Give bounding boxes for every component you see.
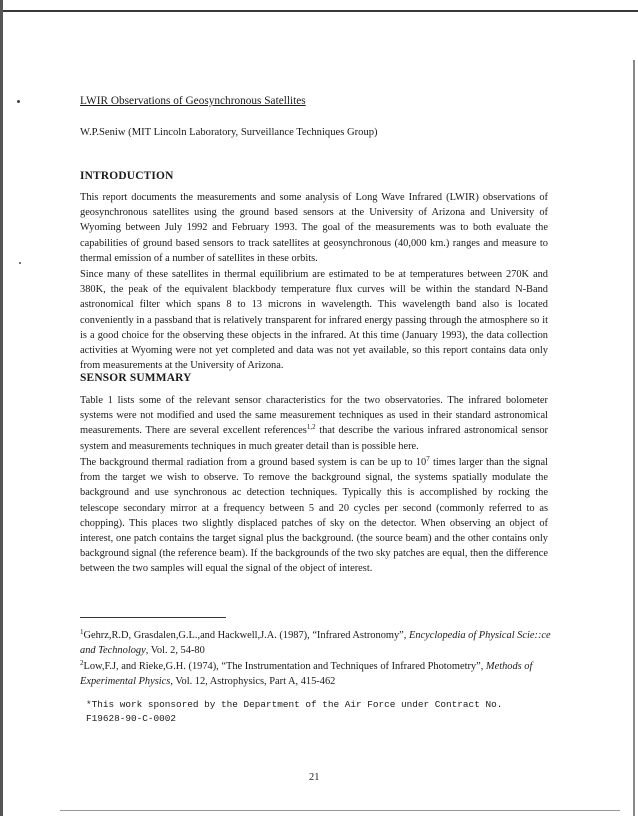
intro-paragraph-1: This report documents the measurements and some analysis of Long Wave Infrared (LWIR) observations of geosynchronous satellites using the ground based sensors at the University of Arizona and University of Wyoming between July 1992 and February 1993. The goal of the measurements was to both evaluate the capabilities of ground based sensors to track satellites at geosynchronous (40,000 km.) ranges and measure to thermal emission of a number of satellites in these orbits. [80,192,548,264]
page-number: 21 [309,772,320,783]
document-title: LWIR Observations of Geosynchronous Satellites [80,95,306,107]
footnote-divider [80,617,226,618]
intro-paragraph-2: Since many of these satellites in thermal equilibrium are estimated to be at temperatures between 270K and 380K, the peak of the equivalent blackbody temperature flux curves will be within the standard N-Band astronomical filter which spans 8 to 13 microns in wavelength. This wavelength band also is located conveniently in a passband that is relatively transparent for infrared energy passing through the atmosphere so it is a good choice for the observing these objects in the infrared. At this time (January 1993), the data collection activities at Wyoming were not yet completed and data was not yet available, so this report contains data only from measurements at the University of Arizona. [80,269,548,372]
scan-border-bottom [60,810,620,811]
exponent-superscript: 7 [426,455,430,463]
section-heading-sensor-summary: SENSOR SUMMARY [80,372,192,384]
scan-border-top [0,10,638,12]
scan-border-left [0,0,3,816]
author-line: W.P.Seniw (MIT Lincoln Laboratory, Surveillance Techniques Group) [80,127,378,138]
reference-superscript: 1,2 [306,423,316,432]
sensor-paragraph-1: Table 1 lists some of the relevant sensor characteristics for the two observatories. The infrared bolometer systems were not modified and used the same measurement techniques as used in their standard astronomical measurements. There are several excellent references$^{1,2}$ that describe the various infrared astronomical sensor system and measurements techniques in much greater detail than is possible here. [80,395,549,452]
scan-speck [19,262,21,264]
footnote-2: $^2$Low,F.J, and Rieke,G.H. (1974), “The Instrumentation and Techniques of Infrared Photometry”, Methods of Experimental Physics, Vol. 12, Astrophysics, Part A, 415-462 [80,659,533,688]
scan-speck [17,100,20,103]
sensor-paragraph-2: The background thermal radiation from a ground based system is can be up to $10^7$ times larger than the signal from the target we wish to observe. To remove the background signal, the systems spatially modulate the background and use synchronous ac detection techniques. Typically this is accomplished by rocking the telescope secondary mirror at a frequency between 5 and 20 cycles per second (commonly referred to as chopping). This places two slightly displaced patches of sky on the detector. When observing an object of interest, one patch contains the target signal plus the background. (the source beam) and the other contains only background signal (the reference beam). If the backgrounds of the two sky patches are equal, then the difference between the two samples will equal the signal of the object of interest. [80,455,548,575]
sponsor-note: *This work sponsored by the Department of the Air Force under Contract No. F19628-90-C-0002 [86,699,503,724]
footnote-1: $^1$Gehrz,R.D, Grasdalen,G.L.,and Hackwell,J.A. (1987), “Infrared Astronomy”, Encyclopedia of Physical Scie::ce and Technology, Vol. 2, 54-80 [80,628,551,657]
scan-border-right [633,60,635,816]
section-heading-introduction: INTRODUCTION [80,170,174,182]
